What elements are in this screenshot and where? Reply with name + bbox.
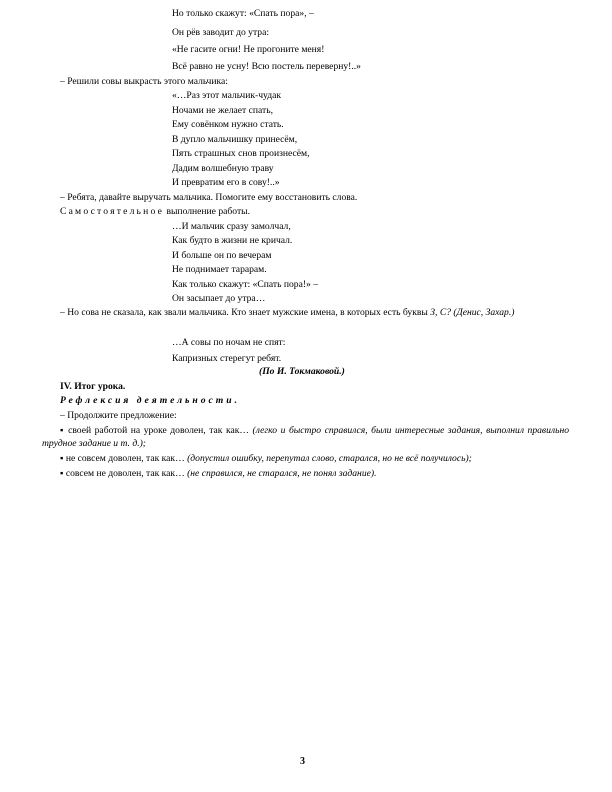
task-heading-rest: выполнение работы. — [166, 206, 250, 217]
bullet-item — [42, 467, 569, 480]
verse-line: «Не гасите огни! Не прогоните меня! — [172, 44, 325, 55]
verse-line: Дадим волшебную траву — [172, 163, 274, 174]
verse-line: Ему совёнком нужно стать. — [172, 119, 284, 130]
question-text: – Но сова не сказала, как звали мальчика. Кто знает мужские имена, в которых есть буквы — [60, 307, 428, 318]
verse-line: Он рёв заводит до утра: — [172, 27, 269, 38]
task-heading-spaced: Самостоятельное — [60, 206, 165, 217]
verse-line: Он засыпает до утра… — [172, 293, 266, 304]
bullet-text: совсем не доволен, так как… — [65, 468, 185, 479]
heading-reflection: Рефлексия деятельности. — [60, 395, 240, 406]
verse-line: «…Раз этот мальчик-чудак — [172, 90, 282, 101]
bullet-icon: ▪ — [60, 425, 65, 436]
verse-line: В дупло мальчишку принесём, — [172, 134, 298, 145]
verse-line: И превратим его в сову!..» — [172, 177, 280, 188]
paragraph-help: – Ребята, давайте выручать мальчика. Помогите ему восстановить слова. — [60, 192, 358, 203]
verse-line: Всё равно не усну! Всю постель переверну!..» — [172, 61, 361, 72]
question-answer: З, С? (Денис, Захар.) — [430, 307, 515, 318]
verse-line: …И мальчик сразу замолчал, — [172, 221, 291, 232]
bullet-text: не совсем доволен, так как… — [65, 453, 185, 464]
verse-line: Ночами не желает спать, — [172, 105, 273, 116]
bullet-text: своей работой на уроке доволен, так как… — [68, 425, 250, 436]
verse-line: Но только скажут: «Спать пора», – — [172, 8, 314, 19]
verse-line: Пять страшных снов произнесём, — [172, 148, 310, 159]
paragraph-continue: – Продолжите предложение: — [60, 410, 177, 421]
bullet-note: (легко и быстро справился, были интересные задания, выполнил правильно трудное задание и т. д.); — [42, 425, 569, 449]
verse-line: Как будто в жизни не кричал. — [172, 235, 293, 246]
bullet-item — [42, 452, 569, 465]
paragraph-owls: – Решили совы выкрасть этого мальчика: — [60, 76, 228, 87]
page-number: 3 — [300, 756, 305, 767]
task-heading — [60, 206, 250, 218]
attribution: (По И. Токмаковой.) — [259, 366, 345, 377]
verse-line: Капризных стерегут ребят. — [172, 353, 282, 364]
bullet-icon: ▪ — [60, 468, 64, 479]
verse-line: Не поднимает тарарам. — [172, 264, 267, 275]
verse-line: И больше он по вечерам — [172, 250, 272, 261]
bullet-item — [42, 424, 569, 450]
bullet-icon: ▪ — [60, 453, 64, 464]
bullet-note: (не справился, не старался, не понял задание). — [187, 468, 377, 479]
verse-line: …А совы по ночам не спят: — [172, 337, 286, 348]
bullet-note: (допустил ошибку, перепутал слово, старался, но не всё получилось); — [187, 453, 472, 464]
verse-line: Как только скажут: «Спать пора!» – — [172, 279, 319, 290]
paragraph-question — [42, 306, 569, 319]
heading-result: IV. Итог урока. — [60, 381, 126, 392]
